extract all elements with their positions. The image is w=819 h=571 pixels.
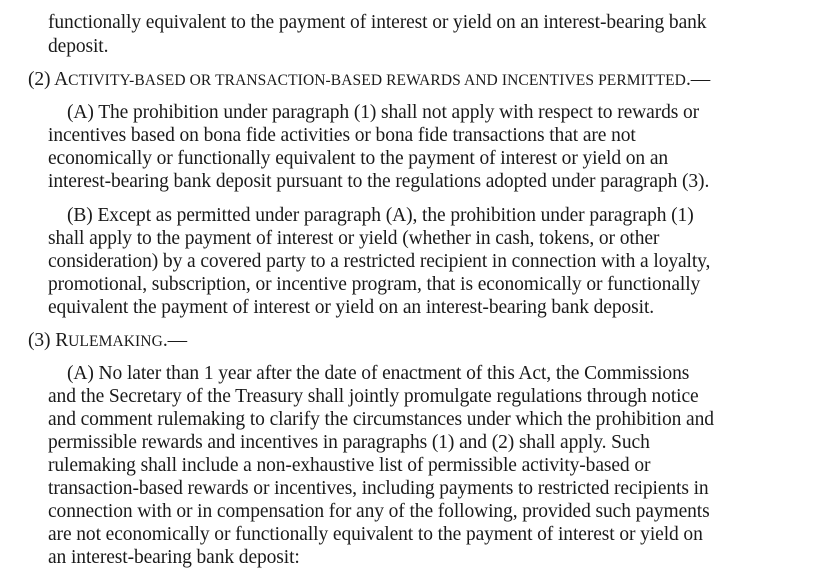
section-2a-line-4: interest-bearing bank deposit pursuant to the regulations adopted under paragraph (3).: [48, 171, 710, 192]
section-2b-line-5: equivalent the payment of interest or yield on an interest-bearing bank deposit.: [48, 297, 655, 318]
section-2-title-initial: A: [54, 69, 69, 90]
section-3-number: (3): [28, 330, 51, 351]
section-3a-line-5: rulemaking shall include a non-exhaustive list of permissible activity-based or: [48, 455, 651, 476]
paragraph-1-line-1: functionally equivalent to the payment of interest or yield on an interest-bearing bank: [48, 12, 707, 33]
section-3a-line-4: permissible rewards and incentives in paragraphs (1) and (2) shall apply. Such: [48, 432, 650, 453]
section-2-number: (2): [28, 69, 51, 90]
section-3a-line-7: connection with or in compensation for any of the following, provided such payments: [48, 501, 710, 522]
section-2b-line-1: (B) Except as permitted under paragraph (A), the prohibition under paragraph (1): [67, 205, 694, 226]
section-3a-line-2: and the Secretary of the Treasury shall jointly promulgate regulations through notice: [48, 386, 699, 407]
section-3a-line-6: transaction-based rewards or incentives, including payments to restricted recipients in: [48, 478, 709, 499]
section-2a-line-1: (A) The prohibition under paragraph (1) shall not apply with respect to rewards or: [67, 102, 700, 123]
section-3a-line-9: an interest-bearing bank deposit:: [48, 547, 300, 568]
section-2-title-suffix: .—: [685, 69, 711, 90]
section-2a-line-3: economically or functionally equivalent to the payment of interest or yield on an: [48, 148, 669, 169]
section-2-title-rest: CTIVITY-BASED OR TRANSACTION-BASED REWARDS AND INCENTIVES PERMITTED: [68, 72, 686, 89]
section-3-heading: [28, 329, 187, 353]
section-2b-line-2: shall apply to the payment of interest or yield (whether in cash, tokens, or other: [48, 228, 660, 249]
section-3a-line-1: (A) No later than 1 year after the date of enactment of this Act, the Commissions: [67, 363, 690, 384]
section-2b-line-4: promotional, subscription, or incentive program, that is economically or functionally: [48, 274, 701, 295]
paragraph-1-line-2: deposit.: [48, 36, 109, 57]
section-3a-line-3: and comment rulemaking to clarify the circumstances under which the prohibition and: [48, 409, 714, 430]
section-2-heading: [28, 68, 710, 92]
section-3a-line-8: are not economically or functionally equivalent to the payment of interest or yield on: [48, 524, 703, 545]
section-3-title-rest: ULEMAKING: [68, 333, 163, 350]
section-3-title-initial: R: [55, 330, 69, 351]
section-2b-line-3: consideration) by a covered party to a restricted recipient in connection with a loyalty,: [48, 251, 711, 272]
section-2a-line-2: incentives based on bona fide activities or bona fide transactions that are not: [48, 125, 636, 146]
section-3-title-suffix: .—: [162, 330, 188, 351]
